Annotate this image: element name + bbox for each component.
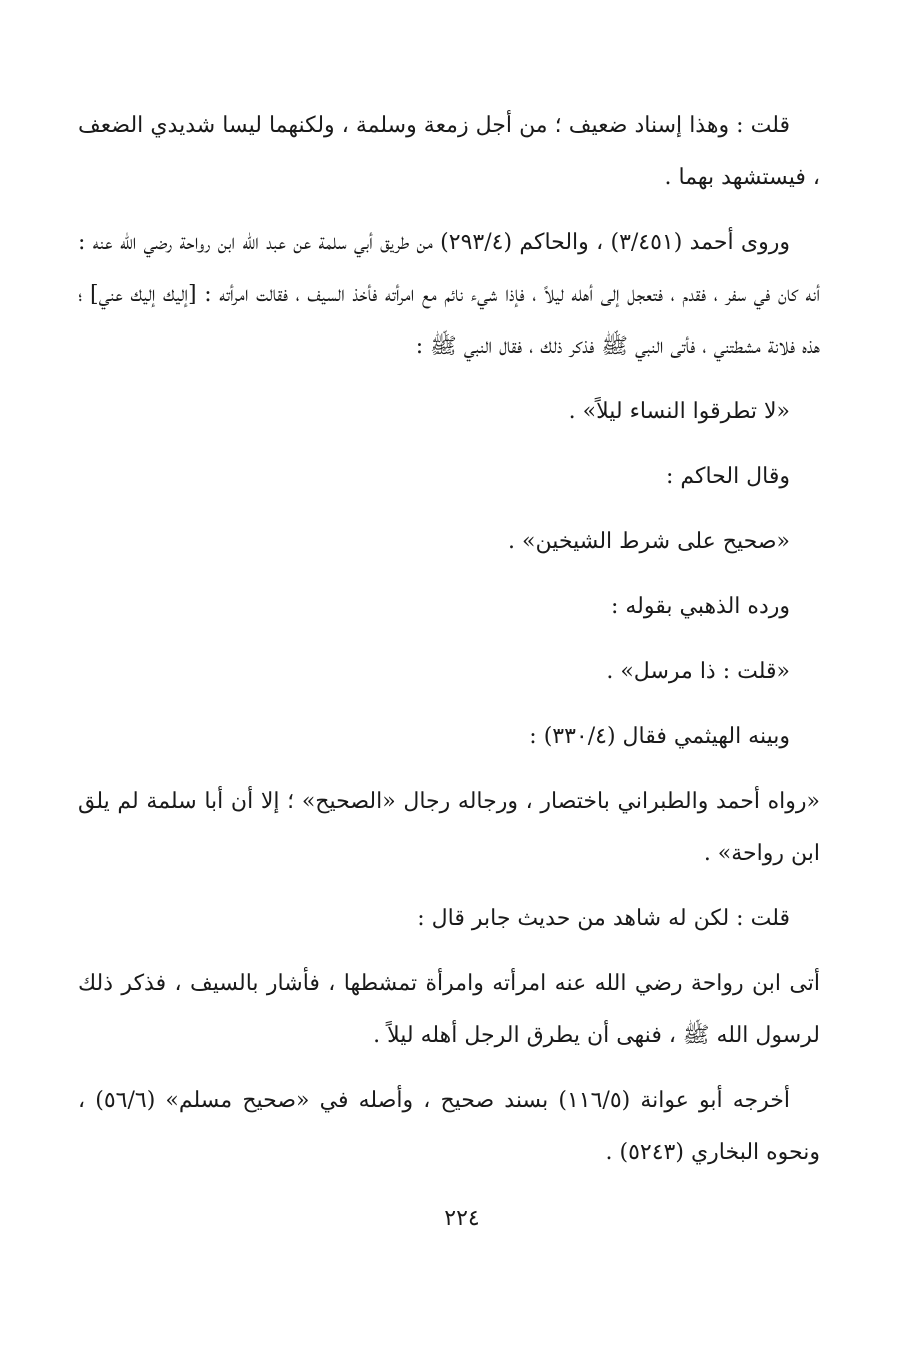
paragraph-4: وقال الحاكم : bbox=[665, 464, 790, 489]
paragraph-5: «صحيح على شرط الشيخين» . bbox=[508, 529, 790, 554]
paragraph-11: أتى ابن رواحة رضي الله عنه امرأته وامرأة تمشطها ، فأشار بالسيف ، فذكر ذلك لرسول الله ﷺ ، فنهى أن يطرق الرجل أهله ليلاً . bbox=[78, 971, 820, 1048]
paragraph-8: وبينه الهيثمي فقال (٣٣٠/٤) : bbox=[529, 724, 790, 749]
paragraph-3: «لا تطرقوا النساء ليلاً» . bbox=[568, 399, 790, 424]
body-text bbox=[78, 100, 820, 1192]
paragraph-12: أخرجه أبو عوانة (١١٦/٥) بسند صحيح ، وأصله في «صحيح مسلم» (٥٦/٦) ، ونحوه البخاري (٥٢٤٣) . bbox=[78, 1088, 820, 1165]
page-number: ٢٢٤ bbox=[444, 1206, 480, 1231]
paragraph-2: وروى أحمد (٣/٤٥١) ، والحاكم (٢٩٣/٤) من طريق أبي سلمة عن عبد الله ابن رواحة رضي الله عنه : أنه كان في سفر ، فقدم ، فتعجل إلى أهله ليلاً ، فإذا شيء نائم مع امرأته فأخذ السيف ، فقالت امرأته : [إليك إليك عني] ؛ هذه فلانة مشطتني ، فأتى النبي ﷺ فذكر ذلك ، فقال النبي ﷺ : bbox=[78, 230, 820, 359]
paragraph-10: قلت : لكن له شاهد من حديث جابر قال : bbox=[417, 906, 790, 931]
paragraph-6: ورده الذهبي بقوله : bbox=[610, 594, 790, 619]
paragraph-7: «قلت : ذا مرسل» . bbox=[606, 659, 790, 684]
paragraph-9: «رواه أحمد والطبراني باختصار ، ورجاله رجال «الصحيح» ؛ إلا أن أبا سلمة لم يلق ابن رواحة» . bbox=[78, 789, 820, 866]
paragraph-1: قلت : وهذا إسناد ضعيف ؛ من أجل زمعة وسلمة ، ولكنهما ليسا شديدي الضعف ، فيستشهد بهما . bbox=[78, 113, 820, 190]
